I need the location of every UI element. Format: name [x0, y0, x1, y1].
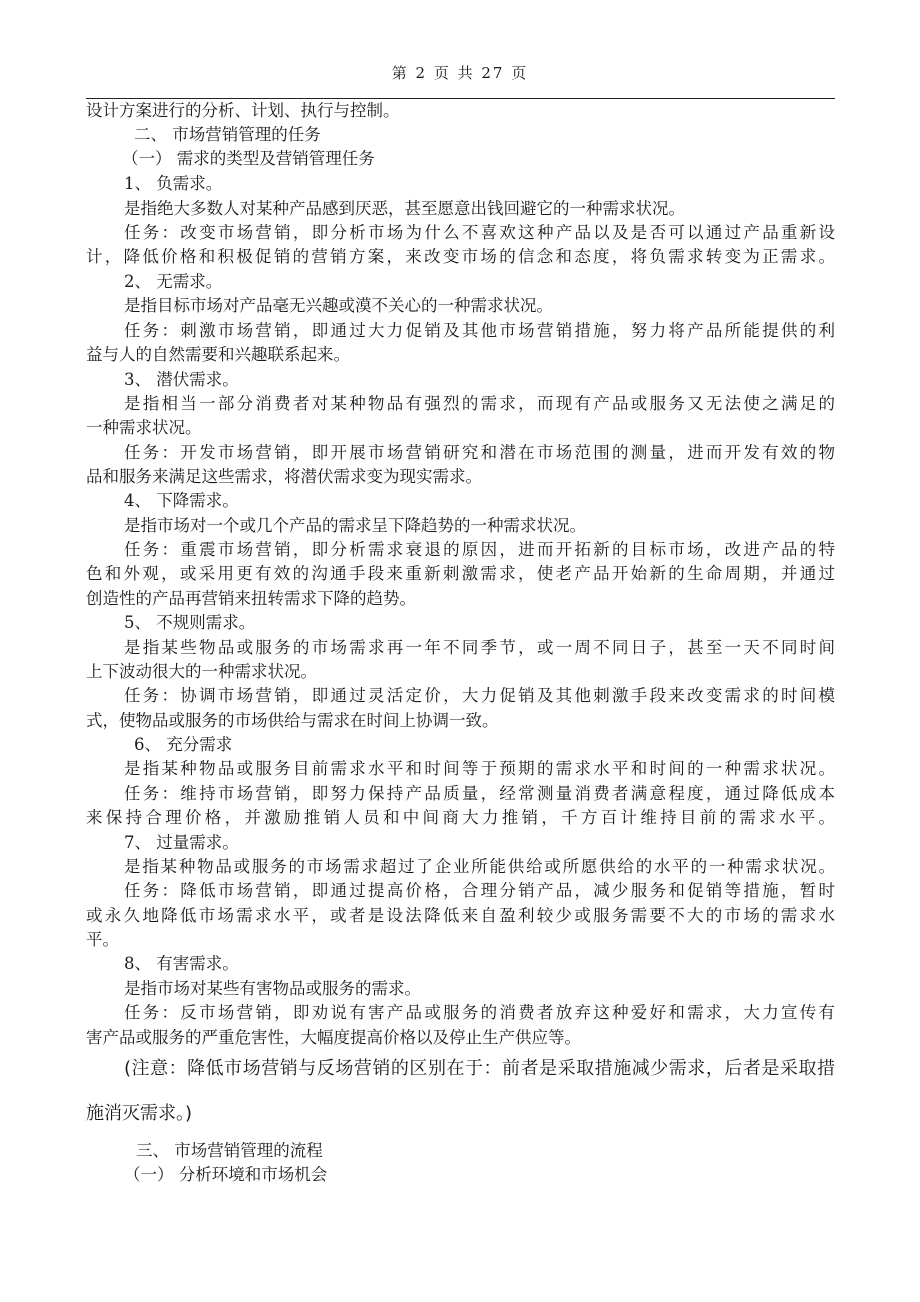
- text-line: 或永久地降低市场需求水平，或者是设法降低来自盈利较少或服务需要不大的市场的需求水: [86, 906, 835, 925]
- note-text: 施消灭需求。): [86, 1103, 193, 1124]
- text-line: 是指市场对某些有害物品或服务的需求。: [124, 979, 421, 998]
- text-line: 任务：重震市场营销，即分析需求衰退的原因，进而开拓新的目标市场，改进产品的特: [124, 540, 835, 559]
- text-line: 是指相当一部分消费者对某种物品有强烈的需求，而现有产品或服务又无法使之满足的: [124, 394, 835, 413]
- section-heading: 三、 市场营销管理的流程: [136, 1141, 323, 1160]
- text-line: 设计方案进行的分析、计划、执行与控制。: [86, 101, 400, 120]
- subsection-heading: （一） 需求的类型及营销管理任务: [122, 149, 375, 168]
- text-line: 是指某些物品或服务的市场需求再一年不同季节，或一周不同日子，甚至一天不同时间: [124, 638, 835, 657]
- text-line: 品和服务来满足这些需求，将潜伏需求变为现实需求。: [86, 467, 482, 486]
- list-heading: 6、 充分需求: [134, 735, 233, 754]
- list-heading: 7、 过量需求。: [124, 833, 239, 852]
- list-heading: 2、 无需求。: [124, 272, 223, 291]
- text-line: 任务：反市场营销，即劝说有害产品或服务的消费者放弃这种爱好和需求，大力宣传有: [124, 1003, 835, 1022]
- subsection-heading: （一） 分析环境和市场机会: [124, 1165, 328, 1184]
- section-heading: 二、 市场营销管理的任务: [134, 125, 321, 144]
- text-line: 上下波动很大的一种需求状况。: [86, 662, 317, 681]
- text-line: 任务：维持市场营销，即努力保持产品质量，经常测量消费者满意程度，通过降低成本: [124, 784, 835, 803]
- text-line: 是指绝大多数人对某种产品感到厌恶，甚至愿意出钱回避它的一种需求状况。: [124, 199, 685, 218]
- text-line: 任务：开发市场营销，即开展市场营销研究和潜在市场范围的测量，进而开发有效的物: [124, 443, 835, 462]
- page-header: 第 2 页 共 27 页: [391, 64, 529, 82]
- text-line: 式，使物品或服务的市场供给与需求在时间上协调一致。: [86, 711, 499, 730]
- list-heading: 1、 负需求。: [124, 174, 223, 193]
- text-line: 任务：刺激市场营销，即通过大力促销及其他市场营销措施，努力将产品所能提供的利: [124, 321, 835, 340]
- text-line: 任务：降低市场营销，即通过提高价格，合理分销产品，减少服务和促销等措施，暂时: [124, 881, 835, 900]
- text-line: 益与人的自然需要和兴趣联系起来。: [86, 345, 350, 364]
- text-line: 是指某种物品或服务目前需求水平和时间等于预期的需求水平和时间的一种需求状况。: [124, 759, 835, 778]
- text-line: 创造性的产品再营销来扭转需求下降的趋势。: [86, 589, 416, 608]
- text-line: 是指某种物品或服务的市场需求超过了企业所能供给或所愿供给的水平的一种需求状况。: [124, 857, 835, 876]
- text-line: 计，降低价格和积极促销的营销方案，来改变市场的信念和态度，将负需求转变为正需求。: [86, 247, 835, 266]
- text-line: 害产品或服务的严重危害性，大幅度提高价格以及停止生产供应等。: [86, 1028, 581, 1047]
- list-heading: 4、 下降需求。: [124, 491, 239, 510]
- text-line: 任务：改变市场营销，即分析市场为什么不喜欢这种产品以及是否可以通过产品重新设: [124, 223, 835, 242]
- text-line: 平。: [86, 930, 119, 949]
- text-line: 是指目标市场对产品毫无兴趣或漠不关心的一种需求状况。: [124, 296, 553, 315]
- text-line: 色和外观，或采用更有效的沟通手段来重新刺激需求，使老产品开始新的生命周期，并通过: [86, 564, 835, 583]
- text-line: 一种需求状况。: [86, 418, 202, 437]
- note-text: (注意：降低市场营销与反场营销的区别在于：前者是采取措施减少需求，后者是采取措: [124, 1058, 835, 1079]
- text-line: 任务：协调市场营销，即通过灵活定价，大力促销及其他刺激手段来改变需求的时间模: [124, 686, 835, 705]
- header-rule: [86, 98, 835, 99]
- text-line: 来保持合理价格，并激励推销人员和中间商大力推销，千方百计维持目前的需求水平。: [86, 808, 835, 827]
- list-heading: 3、 潜伏需求。: [124, 370, 239, 389]
- list-heading: 5、 不规则需求。: [124, 613, 256, 632]
- list-heading: 8、 有害需求。: [124, 954, 239, 973]
- text-line: 是指市场对一个或几个产品的需求呈下降趋势的一种需求状况。: [124, 516, 586, 535]
